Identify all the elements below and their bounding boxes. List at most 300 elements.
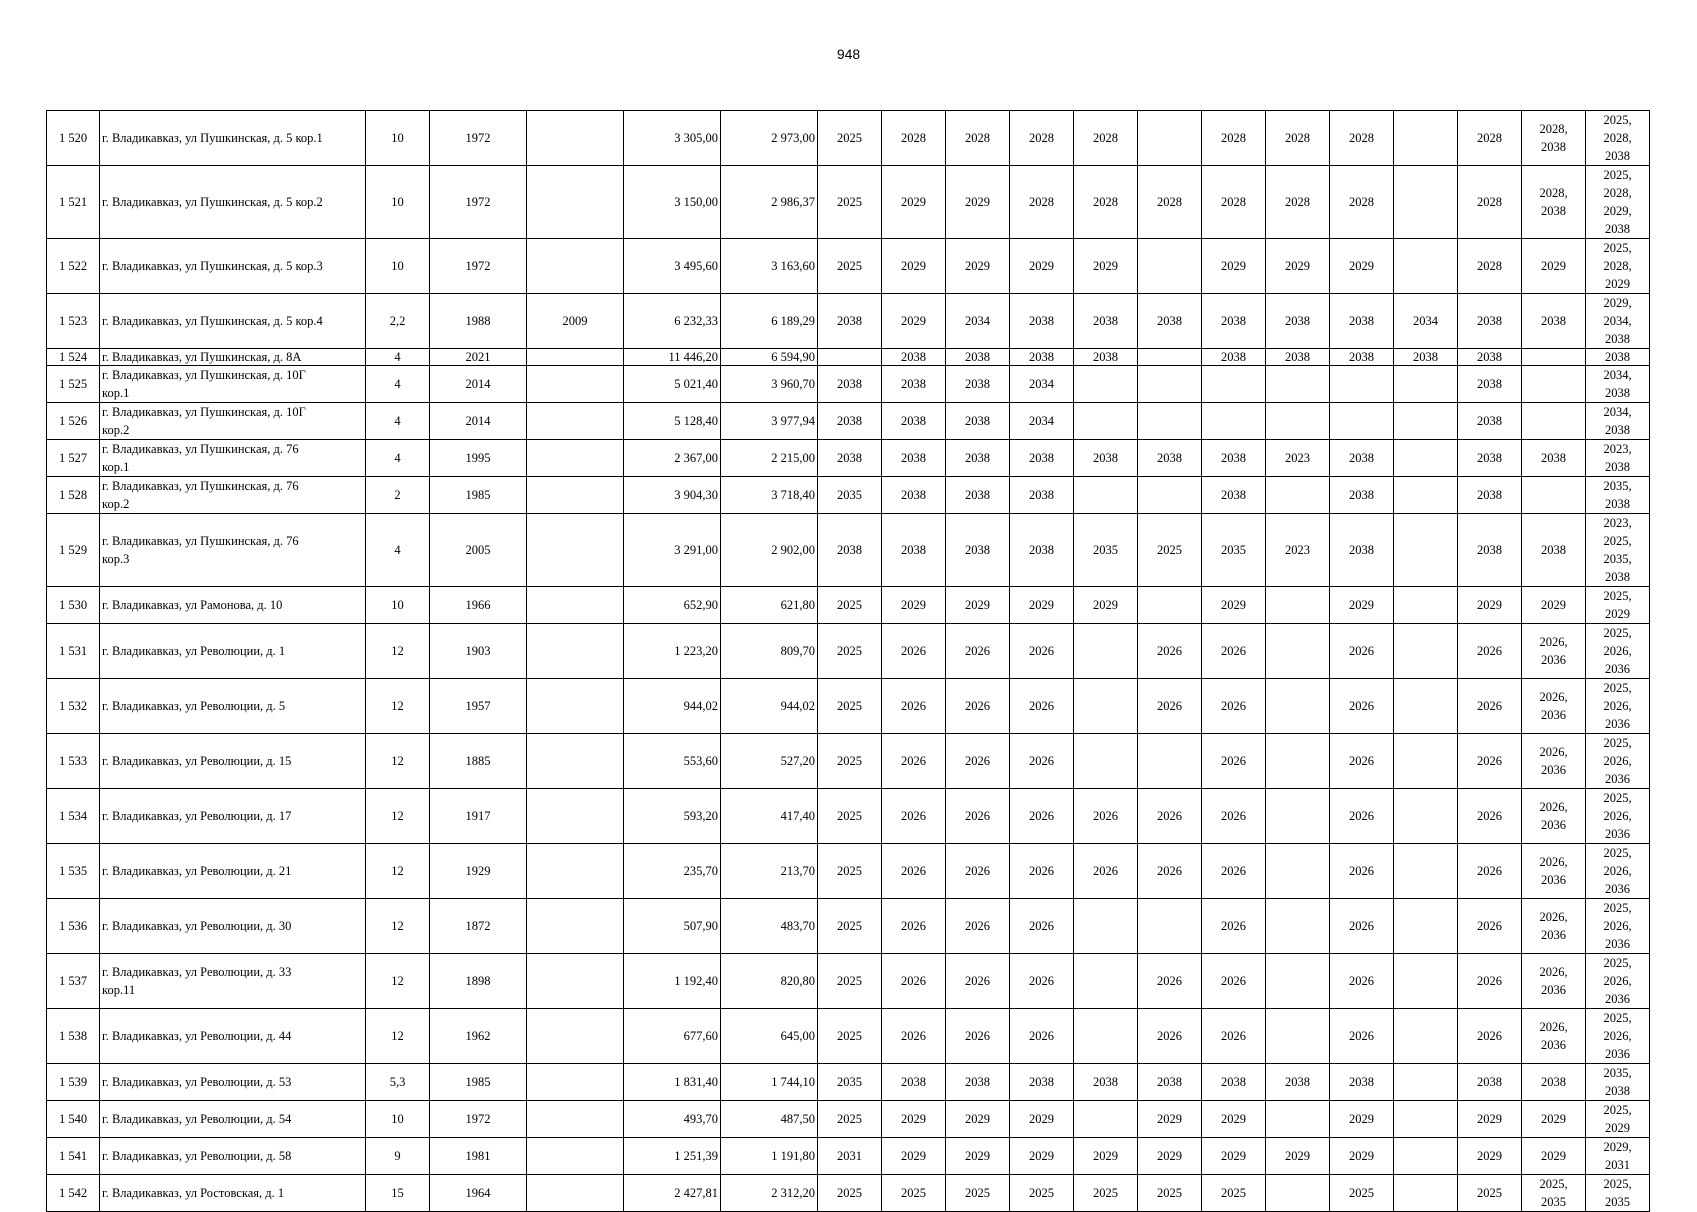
work-year-cell: 2026 — [1330, 1009, 1394, 1064]
table-row — [47, 477, 1650, 514]
work-year-cell: 2025, 2028, 2029, 2038 — [1586, 166, 1650, 239]
renovation-year-cell — [527, 734, 624, 789]
work-year-cell: 2029 — [1202, 1101, 1266, 1138]
year-built-cell: 1917 — [430, 789, 527, 844]
table-row — [47, 111, 1650, 166]
work-year-cell: 2029 — [1458, 587, 1522, 624]
work-year-cell — [1394, 844, 1458, 899]
work-year-cell: 2035, 2038 — [1586, 477, 1650, 514]
work-year-cell: 2026 — [1138, 844, 1202, 899]
work-year-cell: 2025 — [818, 789, 882, 844]
address-cell: г. Владикавказ, ул Пушкинская, д. 8А — [100, 349, 366, 366]
work-year-cell: 2026 — [882, 844, 946, 899]
work-year-cell: 2038 — [1458, 366, 1522, 403]
work-year-cell: 2029 — [946, 1101, 1010, 1138]
work-year-cell: 2028 — [1202, 111, 1266, 166]
work-year-cell: 2029 — [1010, 1138, 1074, 1175]
row-number-cell: 1 529 — [47, 514, 100, 587]
work-year-cell — [1394, 899, 1458, 954]
table-row — [47, 624, 1650, 679]
work-year-cell: 2026 — [1458, 1009, 1522, 1064]
category-cell: 12 — [366, 899, 430, 954]
year-built-cell: 1962 — [430, 1009, 527, 1064]
work-year-cell: 2029 — [946, 239, 1010, 294]
category-cell: 12 — [366, 789, 430, 844]
work-year-cell: 2026 — [1010, 844, 1074, 899]
work-year-cell: 2026 — [1202, 789, 1266, 844]
work-year-cell — [1138, 111, 1202, 166]
work-year-cell: 2038 — [1202, 294, 1266, 349]
work-year-cell: 2025 — [818, 954, 882, 1009]
table-row — [47, 679, 1650, 734]
work-year-cell: 2026 — [946, 679, 1010, 734]
work-year-cell — [1266, 1009, 1330, 1064]
work-year-cell — [1074, 1101, 1138, 1138]
work-year-cell: 2026 — [882, 734, 946, 789]
work-year-cell: 2029 — [1010, 1101, 1074, 1138]
work-year-cell — [1394, 477, 1458, 514]
work-year-cell: 2038 — [818, 294, 882, 349]
area-cell: 1 831,40 — [624, 1064, 721, 1101]
work-year-cell: 2025 — [1138, 514, 1202, 587]
work-year-cell: 2026 — [1330, 734, 1394, 789]
year-built-cell: 1981 — [430, 1138, 527, 1175]
area-cell: 809,70 — [721, 624, 818, 679]
work-year-cell — [1202, 403, 1266, 440]
work-year-cell — [1074, 899, 1138, 954]
address-cell: г. Владикавказ, ул Пушкинская, д. 76 кор.2 — [100, 477, 366, 514]
work-year-cell: 2028 — [1074, 111, 1138, 166]
work-year-cell: 2029 — [1522, 1138, 1586, 1175]
work-year-cell: 2026 — [1010, 679, 1074, 734]
renovation-year-cell — [527, 477, 624, 514]
work-year-cell — [1394, 679, 1458, 734]
work-year-cell: 2025, 2026, 2036 — [1586, 844, 1650, 899]
work-year-cell: 2028 — [1458, 239, 1522, 294]
work-year-cell: 2025 — [818, 166, 882, 239]
work-year-cell — [1522, 366, 1586, 403]
work-year-cell: 2023, 2025, 2035, 2038 — [1586, 514, 1650, 587]
work-year-cell: 2038 — [818, 403, 882, 440]
address-cell: г. Владикавказ, ул Пушкинская, д. 5 кор.1 — [100, 111, 366, 166]
work-year-cell: 2028 — [1330, 111, 1394, 166]
work-year-cell: 2038 — [1138, 294, 1202, 349]
work-year-cell — [1138, 403, 1202, 440]
work-year-cell: 2029 — [1522, 587, 1586, 624]
work-year-cell: 2038 — [1330, 349, 1394, 366]
work-year-cell: 2038 — [1458, 514, 1522, 587]
area-cell: 3 495,60 — [624, 239, 721, 294]
work-year-cell — [1522, 403, 1586, 440]
work-year-cell: 2038 — [946, 1064, 1010, 1101]
work-year-cell: 2029 — [946, 587, 1010, 624]
work-year-cell: 2025, 2026, 2036 — [1586, 624, 1650, 679]
work-year-cell — [1266, 366, 1330, 403]
row-number-cell: 1 533 — [47, 734, 100, 789]
category-cell: 10 — [366, 239, 430, 294]
address-cell: г. Владикавказ, ул Революции, д. 44 — [100, 1009, 366, 1064]
work-year-cell — [1266, 899, 1330, 954]
area-cell: 944,02 — [624, 679, 721, 734]
year-built-cell: 1988 — [430, 294, 527, 349]
work-year-cell: 2038 — [946, 403, 1010, 440]
work-year-cell — [1394, 1064, 1458, 1101]
work-year-cell — [1074, 366, 1138, 403]
work-year-cell: 2028 — [1074, 166, 1138, 239]
renovation-year-cell — [527, 624, 624, 679]
work-year-cell — [1394, 440, 1458, 477]
work-year-cell: 2038 — [1458, 1064, 1522, 1101]
work-year-cell: 2025 — [1202, 1175, 1266, 1212]
work-year-cell: 2029, 2034, 2038 — [1586, 294, 1650, 349]
work-year-cell: 2026 — [1138, 624, 1202, 679]
table-row — [47, 403, 1650, 440]
work-year-cell — [1074, 734, 1138, 789]
work-year-cell: 2025, 2026, 2036 — [1586, 789, 1650, 844]
work-year-cell: 2038 — [946, 477, 1010, 514]
work-year-cell: 2029 — [1522, 239, 1586, 294]
work-year-cell: 2025, 2026, 2036 — [1586, 679, 1650, 734]
work-year-cell — [1394, 624, 1458, 679]
category-cell: 4 — [366, 403, 430, 440]
work-year-cell: 2026, 2036 — [1522, 1009, 1586, 1064]
work-year-cell: 2029 — [1522, 1101, 1586, 1138]
work-year-cell: 2038 — [1266, 349, 1330, 366]
area-cell: 213,70 — [721, 844, 818, 899]
work-year-cell: 2038 — [1330, 1064, 1394, 1101]
work-year-cell: 2038 — [1202, 477, 1266, 514]
work-year-cell: 2029 — [1266, 1138, 1330, 1175]
year-built-cell: 1972 — [430, 111, 527, 166]
work-year-cell: 2026 — [1458, 844, 1522, 899]
work-year-cell: 2035 — [818, 477, 882, 514]
work-year-cell: 2025 — [1074, 1175, 1138, 1212]
area-cell: 1 223,20 — [624, 624, 721, 679]
work-year-cell: 2026 — [1330, 954, 1394, 1009]
work-year-cell — [1138, 349, 1202, 366]
row-number-cell: 1 540 — [47, 1101, 100, 1138]
work-year-cell: 2026 — [1330, 624, 1394, 679]
work-year-cell — [1394, 111, 1458, 166]
work-year-cell: 2029 — [1330, 1138, 1394, 1175]
work-year-cell: 2038 — [818, 440, 882, 477]
work-year-cell: 2026 — [1010, 899, 1074, 954]
work-year-cell: 2025 — [818, 679, 882, 734]
work-year-cell: 2038 — [1010, 1064, 1074, 1101]
work-year-cell: 2025, 2026, 2036 — [1586, 954, 1650, 1009]
work-year-cell: 2026 — [1202, 899, 1266, 954]
row-number-cell: 1 527 — [47, 440, 100, 477]
work-year-cell: 2038 — [1522, 440, 1586, 477]
work-year-cell: 2028 — [1458, 166, 1522, 239]
table-row — [47, 166, 1650, 239]
work-year-cell: 2029 — [1202, 587, 1266, 624]
address-cell: г. Владикавказ, ул Революции, д. 53 — [100, 1064, 366, 1101]
work-year-cell — [1394, 587, 1458, 624]
year-built-cell: 1985 — [430, 477, 527, 514]
work-year-cell: 2029 — [1138, 1101, 1202, 1138]
work-year-cell: 2029 — [946, 166, 1010, 239]
area-cell: 3 960,70 — [721, 366, 818, 403]
work-year-cell — [1394, 166, 1458, 239]
area-cell: 507,90 — [624, 899, 721, 954]
work-year-cell: 2026 — [1010, 734, 1074, 789]
work-year-cell: 2026, 2036 — [1522, 624, 1586, 679]
year-built-cell: 1966 — [430, 587, 527, 624]
work-year-cell: 2026, 2036 — [1522, 844, 1586, 899]
work-year-cell: 2026 — [1010, 1009, 1074, 1064]
work-year-cell — [1266, 734, 1330, 789]
area-cell: 652,90 — [624, 587, 721, 624]
work-year-cell: 2029 — [1330, 1101, 1394, 1138]
work-year-cell: 2026 — [1138, 1009, 1202, 1064]
area-cell: 820,80 — [721, 954, 818, 1009]
work-year-cell: 2038 — [1138, 440, 1202, 477]
work-year-cell: 2026 — [946, 624, 1010, 679]
work-year-cell: 2038 — [1010, 349, 1074, 366]
work-year-cell — [1074, 954, 1138, 1009]
table-row — [47, 1101, 1650, 1138]
area-cell: 1 251,39 — [624, 1138, 721, 1175]
work-year-cell: 2038 — [1458, 349, 1522, 366]
work-year-cell — [1074, 624, 1138, 679]
work-year-cell: 2038 — [946, 349, 1010, 366]
work-year-cell: 2029 — [1266, 239, 1330, 294]
work-year-cell: 2038 — [1458, 403, 1522, 440]
category-cell: 9 — [366, 1138, 430, 1175]
work-year-cell: 2029 — [882, 1101, 946, 1138]
work-year-cell — [1266, 954, 1330, 1009]
year-built-cell: 1972 — [430, 1101, 527, 1138]
work-year-cell: 2038 — [1522, 294, 1586, 349]
work-year-cell: 2029 — [1010, 587, 1074, 624]
work-year-cell — [1522, 477, 1586, 514]
area-cell: 553,60 — [624, 734, 721, 789]
work-year-cell: 2029 — [1458, 1101, 1522, 1138]
work-year-cell: 2026 — [882, 789, 946, 844]
work-year-cell: 2029, 2031 — [1586, 1138, 1650, 1175]
category-cell: 12 — [366, 624, 430, 679]
work-year-cell — [1266, 679, 1330, 734]
work-year-cell: 2038 — [1458, 477, 1522, 514]
area-cell: 487,50 — [721, 1101, 818, 1138]
category-cell: 4 — [366, 366, 430, 403]
address-cell: г. Владикавказ, ул Пушкинская, д. 10Г кор.2 — [100, 403, 366, 440]
address-cell: г. Владикавказ, ул Пушкинская, д. 5 кор.2 — [100, 166, 366, 239]
work-year-cell: 2038 — [818, 514, 882, 587]
work-year-cell: 2028 — [1266, 111, 1330, 166]
work-year-cell — [1394, 734, 1458, 789]
work-year-cell: 2038 — [1138, 1064, 1202, 1101]
work-year-cell: 2029 — [1074, 1138, 1138, 1175]
table-row — [47, 587, 1650, 624]
work-year-cell: 2026 — [1202, 844, 1266, 899]
work-year-cell: 2029 — [882, 1138, 946, 1175]
work-year-cell: 2026 — [1458, 734, 1522, 789]
work-year-cell: 2038 — [1330, 477, 1394, 514]
work-year-cell: 2028, 2038 — [1522, 111, 1586, 166]
work-year-cell — [1266, 587, 1330, 624]
work-year-cell — [1266, 1101, 1330, 1138]
work-year-cell: 2038 — [818, 366, 882, 403]
work-year-cell: 2038 — [882, 477, 946, 514]
work-year-cell: 2028 — [1266, 166, 1330, 239]
area-cell: 527,20 — [721, 734, 818, 789]
housing-registry-table — [46, 110, 1650, 1212]
work-year-cell — [1138, 899, 1202, 954]
row-number-cell: 1 524 — [47, 349, 100, 366]
renovation-year-cell — [527, 111, 624, 166]
work-year-cell: 2025 — [818, 734, 882, 789]
table-row — [47, 954, 1650, 1009]
area-cell: 2 986,37 — [721, 166, 818, 239]
area-cell: 3 305,00 — [624, 111, 721, 166]
renovation-year-cell — [527, 166, 624, 239]
work-year-cell: 2029 — [1202, 239, 1266, 294]
work-year-cell: 2023, 2038 — [1586, 440, 1650, 477]
year-built-cell: 1995 — [430, 440, 527, 477]
category-cell: 15 — [366, 1175, 430, 1212]
work-year-cell: 2029 — [1458, 1138, 1522, 1175]
work-year-cell — [1394, 403, 1458, 440]
category-cell: 12 — [366, 1009, 430, 1064]
work-year-cell: 2026 — [1202, 734, 1266, 789]
work-year-cell: 2038 — [1266, 294, 1330, 349]
work-year-cell — [1330, 366, 1394, 403]
work-year-cell: 2038 — [1458, 440, 1522, 477]
work-year-cell: 2026 — [1330, 844, 1394, 899]
work-year-cell: 2034 — [1394, 294, 1458, 349]
work-year-cell: 2025, 2029 — [1586, 587, 1650, 624]
work-year-cell: 2038 — [882, 514, 946, 587]
work-year-cell: 2026 — [1458, 899, 1522, 954]
work-year-cell: 2038 — [1010, 440, 1074, 477]
address-cell: г. Владикавказ, ул Революции, д. 33 кор.11 — [100, 954, 366, 1009]
area-cell: 1 744,10 — [721, 1064, 818, 1101]
renovation-year-cell — [527, 366, 624, 403]
work-year-cell: 2038 — [1202, 349, 1266, 366]
work-year-cell: 2023 — [1266, 440, 1330, 477]
renovation-year-cell — [527, 954, 624, 1009]
area-cell: 3 291,00 — [624, 514, 721, 587]
renovation-year-cell — [527, 1138, 624, 1175]
address-cell: г. Владикавказ, ул Революции, д. 5 — [100, 679, 366, 734]
work-year-cell: 2038 — [1330, 440, 1394, 477]
work-year-cell: 2026 — [882, 624, 946, 679]
renovation-year-cell — [527, 403, 624, 440]
category-cell: 12 — [366, 734, 430, 789]
address-cell: г. Владикавказ, ул Революции, д. 54 — [100, 1101, 366, 1138]
work-year-cell: 2026 — [1010, 954, 1074, 1009]
work-year-cell: 2026 — [882, 899, 946, 954]
row-number-cell: 1 534 — [47, 789, 100, 844]
work-year-cell: 2038 — [1586, 349, 1650, 366]
work-year-cell: 2028 — [882, 111, 946, 166]
table-row — [47, 1009, 1650, 1064]
work-year-cell: 2029 — [946, 1138, 1010, 1175]
work-year-cell: 2029 — [882, 166, 946, 239]
page-number: 948 — [836, 46, 861, 62]
work-year-cell: 2026 — [1458, 624, 1522, 679]
work-year-cell — [1266, 789, 1330, 844]
area-cell: 677,60 — [624, 1009, 721, 1064]
work-year-cell: 2029 — [882, 587, 946, 624]
year-built-cell: 1929 — [430, 844, 527, 899]
work-year-cell: 2026, 2036 — [1522, 789, 1586, 844]
work-year-cell: 2025 — [882, 1175, 946, 1212]
work-year-cell: 2038 — [1202, 1064, 1266, 1101]
work-year-cell: 2034 — [1010, 366, 1074, 403]
category-cell: 10 — [366, 111, 430, 166]
area-cell: 3 904,30 — [624, 477, 721, 514]
table-row — [47, 349, 1650, 366]
row-number-cell: 1 541 — [47, 1138, 100, 1175]
table-row — [47, 1064, 1650, 1101]
work-year-cell: 2028 — [1202, 166, 1266, 239]
year-built-cell: 1985 — [430, 1064, 527, 1101]
work-year-cell: 2029 — [1330, 239, 1394, 294]
row-number-cell: 1 522 — [47, 239, 100, 294]
year-built-cell: 1872 — [430, 899, 527, 954]
work-year-cell: 2026 — [1202, 954, 1266, 1009]
work-year-cell: 2026 — [1330, 789, 1394, 844]
work-year-cell: 2026 — [1202, 679, 1266, 734]
work-year-cell: 2026 — [1074, 789, 1138, 844]
category-cell: 12 — [366, 954, 430, 1009]
work-year-cell: 2038 — [882, 1064, 946, 1101]
work-year-cell: 2025 — [1010, 1175, 1074, 1212]
work-year-cell: 2026, 2036 — [1522, 734, 1586, 789]
work-year-cell: 2025 — [818, 1175, 882, 1212]
year-built-cell: 1964 — [430, 1175, 527, 1212]
work-year-cell: 2026 — [946, 899, 1010, 954]
work-year-cell: 2038 — [882, 349, 946, 366]
work-year-cell: 2034 — [1010, 403, 1074, 440]
address-cell: г. Владикавказ, ул Ростовская, д. 1 — [100, 1175, 366, 1212]
renovation-year-cell — [527, 1101, 624, 1138]
work-year-cell — [1138, 477, 1202, 514]
renovation-year-cell — [527, 789, 624, 844]
area-cell: 5 128,40 — [624, 403, 721, 440]
work-year-cell: 2028 — [1330, 166, 1394, 239]
renovation-year-cell: 2009 — [527, 294, 624, 349]
work-year-cell: 2029 — [1202, 1138, 1266, 1175]
work-year-cell: 2038 — [1010, 294, 1074, 349]
address-cell: г. Владикавказ, ул Рамонова, д. 10 — [100, 587, 366, 624]
year-built-cell: 1957 — [430, 679, 527, 734]
area-cell: 621,80 — [721, 587, 818, 624]
work-year-cell: 2026 — [946, 734, 1010, 789]
table-row — [47, 789, 1650, 844]
renovation-year-cell — [527, 1175, 624, 1212]
work-year-cell: 2031 — [818, 1138, 882, 1175]
address-cell: г. Владикавказ, ул Революции, д. 15 — [100, 734, 366, 789]
work-year-cell: 2028 — [1138, 166, 1202, 239]
work-year-cell — [1074, 679, 1138, 734]
work-year-cell: 2029 — [882, 294, 946, 349]
work-year-cell: 2026 — [882, 954, 946, 1009]
work-year-cell — [1074, 1009, 1138, 1064]
area-cell: 944,02 — [721, 679, 818, 734]
work-year-cell: 2026, 2036 — [1522, 954, 1586, 1009]
work-year-cell — [1394, 954, 1458, 1009]
work-year-cell — [1266, 624, 1330, 679]
row-number-cell: 1 531 — [47, 624, 100, 679]
table-row — [47, 440, 1650, 477]
work-year-cell: 2038 — [882, 366, 946, 403]
year-built-cell: 2014 — [430, 366, 527, 403]
area-cell: 645,00 — [721, 1009, 818, 1064]
